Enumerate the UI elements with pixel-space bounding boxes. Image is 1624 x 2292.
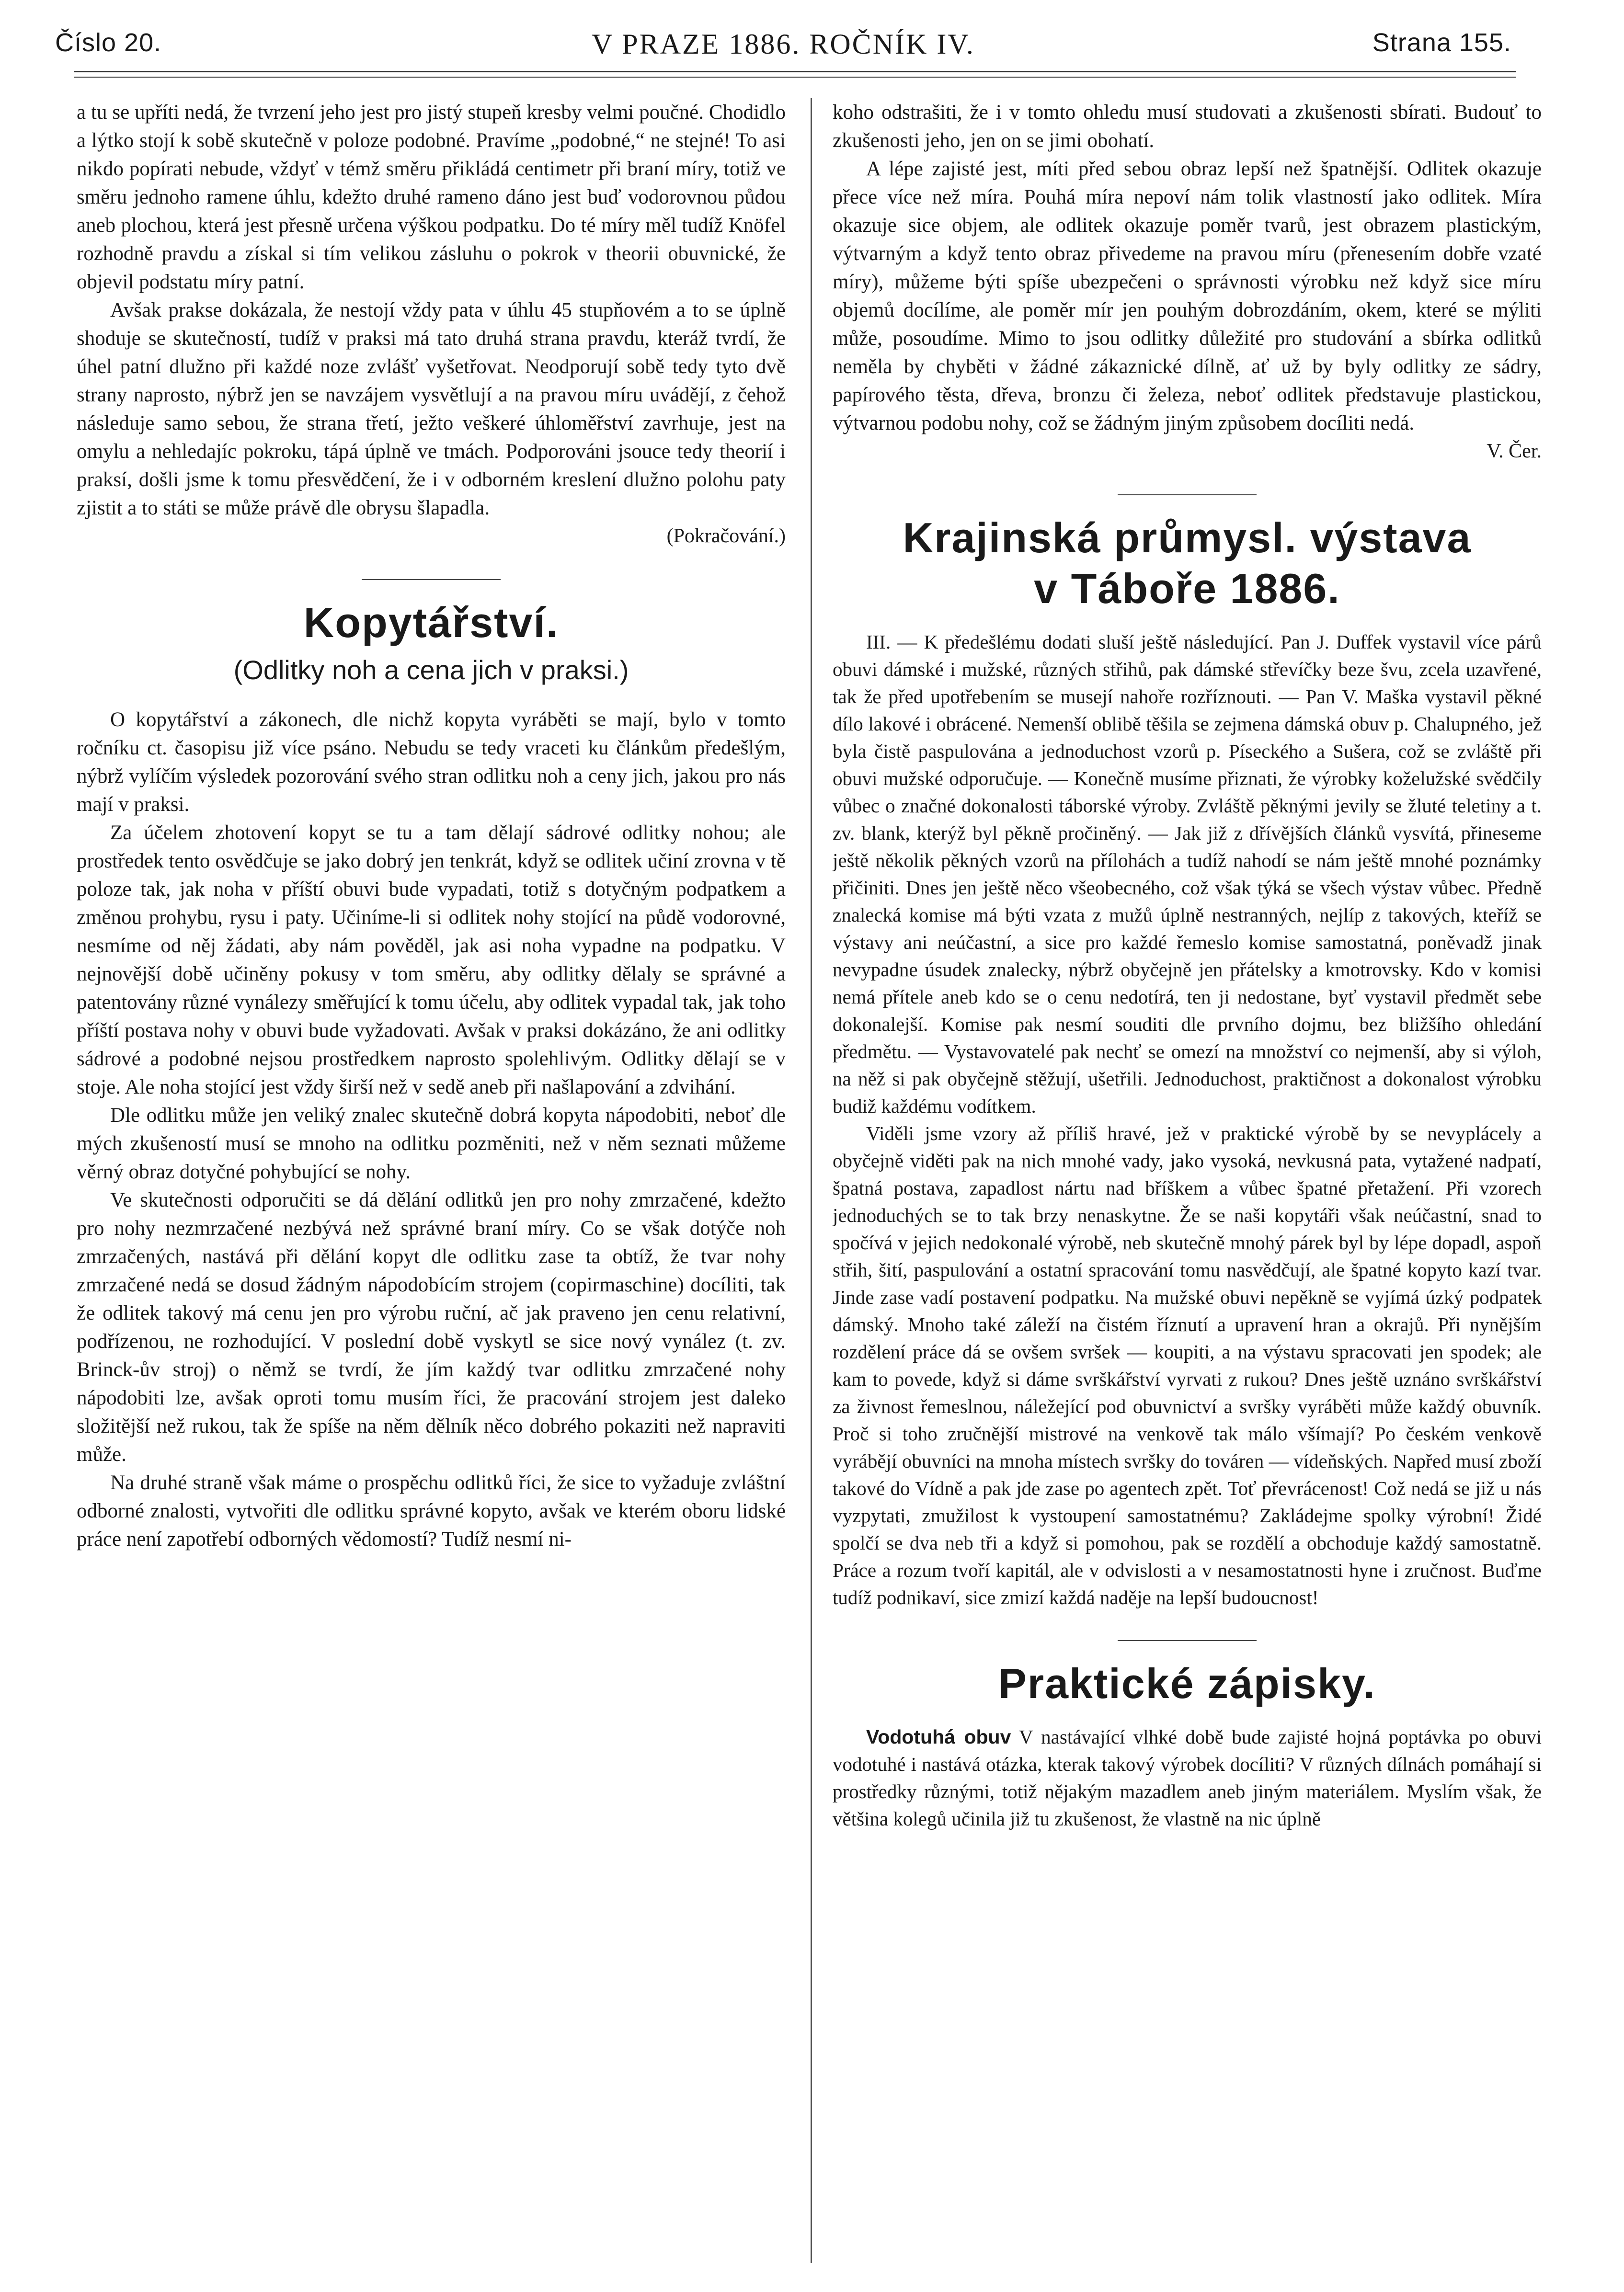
page-number: Strana 155. — [1372, 28, 1511, 57]
article-title: Kopytářství. — [303, 599, 559, 646]
continued-note: (Pokračování.) — [666, 525, 786, 547]
issue-number: Číslo 20. — [55, 28, 162, 57]
article-title: Praktické zápisky. — [998, 1660, 1376, 1707]
article-separator — [1118, 1640, 1257, 1641]
article-title-line-1: Krajinská průmysl. výstava — [903, 514, 1472, 561]
paragraph: koho odstrašiti, že i v tomto ohledu musí studovati a zkušenosti sbírati. Budouť to zkušenosti jeho, jen on se jimi obohatí. — [833, 101, 1542, 152]
paragraph: Viděli jsme vzory až příliš hravé, jež v praktické výrobě by se nevyplácely a obyčejně viděti pak na nich mnohé vady, jako vysoká, nevkusná pata, vytažené nadpatí, špatná postava, zapadlost nártu nad bříškem a vůbec špatné přetažení. Při vzorech jednoduchých se to tak brzy nenaskytne. Že se naši kopytáři však neúčastní, snad to spočívá v jejich nedokonalé výrobě, neb skutečně mnohý párek byl by lépe dopadl, aspoň střih, šití, paspulování a ostatní spracování tomu nasvědčují, ale špatné kopyto kazí tvar. Jinde zase vadí postavení podpatku. Na mužské obuvi nepěkně se vyjímá úzký podpatek dámský. Mnoho také záleží na čistém říznutí a upravení hran a okrajů. Při nynějším rozdělení práce dá se ovšem svršek — koupiti, a na výstavu spracovati jen spodek; ale kam to povede, když si dáme svrškářství vyrvati z rukou? Dnes ještě uznáno svrškářství za živnost řemeslnou, náležející pod obuvnictví a svršky vyráběti může každý obuvník. Proč si toho zručnější mistrové na venkově tak málo všímají? Po českém venkově vyrábějí obuvníci na mnoha místech svršky do továren — vídeňských. Napřed musí zboží takové do Vídně a pak jde zase po agentech zpět. Toť převrácenost! Což nedá se již u nás vyzpytati, zmužilost k vystoupení samostatnému? Zakládejme spolky výrobní! Židé spolčí se dva neb tři a když si pomohou, pak se rozdělí a obchoduje každý samostatně. Práce a rozum tvoří kapitál, ale v odvislosti a v nesamostatnosti hyne i zručnost. Buďme tudíž podnikaví, sice zmizí každá naděje na lepší budoucnost! — [833, 1122, 1542, 1608]
header-rule — [74, 71, 1516, 72]
article-subtitle: (Odlitky noh a cena jich v praksi.) — [233, 655, 629, 685]
masthead-date-volume: V PRAZE 1886. ROČNÍK IV. — [592, 28, 975, 60]
article-title-line-2: v Táboře 1886. — [1034, 565, 1340, 612]
paragraph: Za účelem zhotovení kopyt se tu a tam dělají sádrové odlitky nohou; ale prostředek tento osvědčuje se jako dobrý jen tenkrát, když se odlitek učiní zrovna v tě poloze tak, jak noha v příští obuvi bude vypadati, totiž s dotyčným podpatkem a změnou prohybu, rysu i paty. Učiníme-li si odlitek nohy stojící na půdě vodorovné, nesmíme od něj žádati, aby nám pověděl, jak asi noha vypadne na podpatku. V nejnovější době učiněny pokusy v tom směru, aby odlitky dělaly se správné a patentovány různé vynálezy směřující k tomu účelu, aby odlitek vypadal tak, jak toho příští postava nohy v obuvi bude vyžadovati. Avšak v praksi dokázáno, že ani odlitky sádrové a podobné nejsou prostředkem naprosto spolehlivým. Odlitky dělají se v stoje. Ale noha stojící jest vždy širší než v sedě aneb při našlapování a zdvihání. — [77, 821, 786, 1098]
paragraph: Ve skutečnosti odporučiti se dá dělání odlitků jen pro nohy zmrzačené, kdežto pro nohy nezmrzačené nezbývá než správné braní míry. Co se však dotýče noh zmrzačených, nastává při dělání kopyt dle odlitku zase ta obtíž, že tvar nohy zmrzačené nedá se dosud žádným nápodobícím strojem (copirmaschine) docíliti, tak že odlitek takový má cenu jen pro výrobu ruční, ač jak praveno jen cenu relativní, podřízenou, ne rozhodující. V poslední době vyskytl se sice nový vynález (t. zv. Brinck-ův stroj) o němž se tvrdí, že jím každý tvar odlitku zmrzačené nohy nápodobiti lze, avšak oproti tomu musím říci, že pracování strojem jest daleko složitější než rukou, tak že spíše na něm dělník něco dobrého pokaziti než napraviti může. — [77, 1189, 786, 1466]
paragraph — [833, 1723, 1542, 1833]
paragraph-text: V nastávající vlhké době bude zajisté hojná poptávka po obuvi vodotuhé i nastává otázka, kterak takový výrobek docíliti? V různých dílnách pomáhají si prostředky různými, totiž nějakým mazadlem aneb jiným materiálem. Myslím však, že většina kolegů učinila již tu zkušenost, že vlastně na nic úplně — [833, 1726, 1542, 1830]
author-signature: V. Čer. — [1487, 440, 1542, 462]
column-divider — [811, 98, 812, 2263]
left-column — [77, 98, 786, 2263]
paragraph: Na druhé straně však máme o prospěchu odlitků říci, že sice to vyžaduje zvláštní odborné znalosti, vytvořiti dle odlitku správné kopyto, avšak ve kterém oboru lidské práce není zapotřebí odborných vědomostí? Tudíž nesmí ni- — [77, 1471, 786, 1551]
header-rule-thin — [74, 77, 1516, 78]
article-separator — [362, 579, 501, 580]
paragraph: III. — K předešlému dodati sluší ještě následující. Pan J. Duffek vystavil více párů obuvi dámské i mužské, různých střihů, pak dámské střevíčky beze švu, zcela uzavřené, tak že před upotřebením se musejí nahoře rozříznouti. — Pan V. Maška vystavil pěkné dílo lakové i obrácené. Nemenší oblibě těšila se zejmena dámská obuv p. Chalupného, jež byla čistě paspulována a jednoduchost vzorů p. Píseckého a Sušera, což se zvláště při obuvi mužské odporučuje. — Konečně musíme přiznati, že výrobky koželužské svědčily vůbec o značné dokonalosti táborské výroby. Zvláště pěknými jevily se žluté teletiny a t. zv. blank, kterýž byl pěkně pročiněný. — Jak již z dřívějších článků vysvítá, přineseme ještě několik pěkných vzorů na přílohách a tudíž nahodí se nám ještě mnohé poznámky přičiniti. Dnes jen ještě něco všeobecného, což však týká se všech výstav vůbec. Předně znalecká komise má býti vzata z mužů úplně nestranných, nejlíp z takových, kteříž se výstavy ani neúčastní, a sice pro každé řemeslo komise samostatná, poněvadž jinak nevypadne úsudek znalecky, nýbrž obyčejně jen přátelsky a kmotrovsky. Kdo v komisi nemá přítele aneb kdo se o cenu nedotírá, ten ji nedostane, byť vystavil předmět sebe dokonalejší. Komise pak nesmí souditi dle prvního dojmu, bez bližšího ohledání předmětu. — Vystavovatelé pak nechť se omezí na množství co nejmenší, aby si výloh, na něž si pak obyčejně stěžují, ušetřili. Jednoduchost, praktičnost a dokonalost výrobku budiž každému vodítkem. — [833, 631, 1542, 1117]
paragraph: O kopytářství a zákonech, dle nichž kopyta vyráběti se mají, bylo v tomto ročníku ct. časopisu již více psáno. Nebudu se tedy vraceti ku článkům předešlým, nýbrž vylíčím výsledek pozorování svého stran odlitku noh a ceny jich, jakou pro nás mají v praksi. — [77, 708, 786, 816]
article-separator — [1118, 494, 1257, 495]
paragraph: a tu se upříti nedá, že tvrzení jeho jest pro jistý stupeň kresby velmi poučné. Chodidlo a lýtko stojí k sobě skutečně v poloze podobné. Pravíme „podobné,“ ne stejné! To asi nikdo popírati nebude, vždyť v témž směru přikládá centimetr při braní míry, totiž ve směru jednoho ramene úhlu, kdežto druhé rameno dáno jest buď vodorovnou půdou aneb plochou, která jest přesně určena výškou podpatku. Do té míry měl tudíž Knöfel rozhodně pravdu a získal si tím velikou zásluhu o pokrok v theorii obuvnické, že objevil podstatu míry patní. — [77, 101, 786, 293]
right-column — [833, 98, 1542, 2263]
run-in-heading: Vodotuhá obuv — [866, 1726, 1011, 1748]
paragraph: A lépe zajisté jest, míti před sebou obraz lepší než špatnější. Odlitek okazuje přece více než míra. Pouhá míra nepoví nám tolik vlastností jako odlitek. Míra okazuje sice objem, ale odlitek okazuje poměr tvarů, jest obrazem plastickým, výtvarným a když tento obraz přivedeme na pravou míru (přenesením dobře vzaté míry), můžeme býti spíše ubezpečeni o správnosti výrobku než když sice míru objemů docílíme, ale poměr mír jen pouhým dobrozdáním, okem, které se mýliti může, posoudíme. Mimo to jsou odlitky důležité pro studování a sbírka odlitků neměla by chyběti v žádné zákaznické dílně, ať už by byly odlitky ze sádry, papírového těsta, dřeva, bronzu či železa, neboť odlitek představuje plastickou, výtvarnou podobu nohy, což se žádným jiným způsobem docíliti nedá. — [833, 158, 1542, 434]
paragraph: Dle odlitku může jen veliký znalec skutečně dobrá kopyta nápodobiti, neboť dle mých zkušeností musí se mnoho na odlitku pozměniti, než v něm seznati můžeme věrný obraz dotyčné pohybující se nohy. — [77, 1104, 786, 1183]
paragraph: Avšak prakse dokázala, že nestojí vždy pata v úhlu 45 stupňovém a to se úplně shoduje se skutečností, tudíž v praksi má tato druhá strana pravdu, kteráž tvrdí, že úhel patní dlužno při každé noze zvlášť vyšetřovat. Neodporují sobě tedy tyto dvě strany naprosto, nýbrž jen se navzájem vysvětlují a na pravou míru uvádějí, z čehož následuje samo sebou, že strana třetí, ježto veškeré úhloměřství zavrhuje, jest na omylu a nehledajíc pokroku, tápá úplně ve tmách. Podporováni jsouce tedy theorií i praksí, došli jsme k tomu přesvědčení, že i v odborném kreslení dlužno polohu paty zjistit a to státi se může právě dle obrysu šlapadla. — [77, 299, 786, 519]
page-header — [50, 28, 1516, 76]
